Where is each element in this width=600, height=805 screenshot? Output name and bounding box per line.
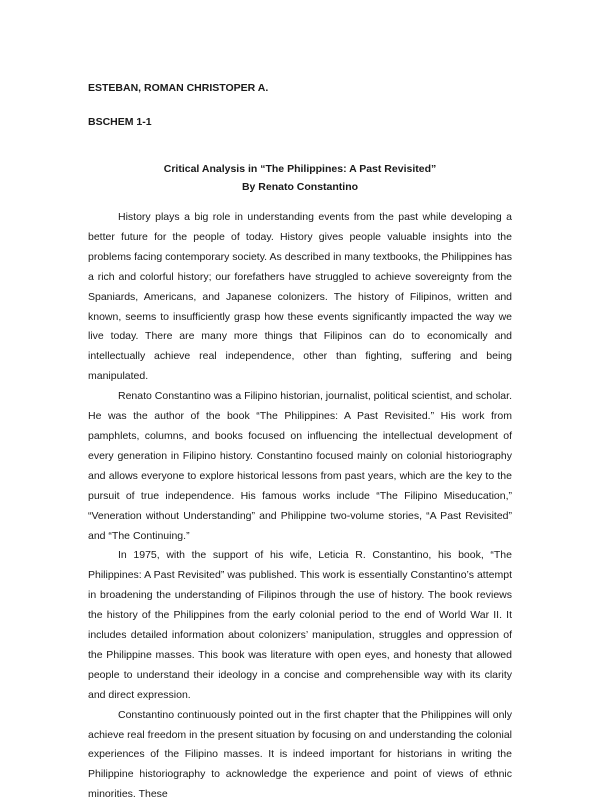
- paragraph-3: In 1975, with the support of his wife, Leticia R. Constantino, his book, “The Philippines: A Past Revisited” was published. This work is essentially Constantino’s attempt in broadening the understanding of Filipinos through the use of history. The book reviews the history of the Philippines from the early colonial period to the end of World War II. It includes detailed information about colonizers’ manipulation, struggles and oppression of the Philippine masses. This book was literature with open eyes, and honesty that allowed people to understand their ideology in a concise and comprehensible way with its clarity and direct expression.: [88, 549, 512, 701]
- title-block: [88, 160, 512, 196]
- document-byline: By Renato Constantino: [241, 181, 359, 193]
- paragraph-2: Renato Constantino was a Filipino historian, journalist, political scientist, and scholar. He was the author of the book “The Philippines: A Past Revisited.” His work from pamphlets, columns, and books focused on influencing the intellectual development of every generation in Filipino history. Constantino focused mainly on colonial historiography and allows everyone to explore historical lessons from past years, which are the key to the pursuit of true independence. His famous works include “The Filipino Miseducation,” “Veneration without Understanding” and Philippine two-volume stories, “A Past Revisited” and “The Continuing.”: [88, 390, 512, 542]
- paragraph-4: Constantino continuously pointed out in the first chapter that the Philippines will only achieve real freedom in the present situation by focusing on and understanding the colonial experiences of the Filipino masses. It is indeed important for historians in writing the Philippine historiography to acknowledge the experience and point of views of ethnic minorities. These: [88, 708, 512, 801]
- document-body: [88, 208, 512, 805]
- author-name: ESTEBAN, ROMAN CHRISTOPER A.: [88, 82, 269, 94]
- course-section: BSCHEM 1-1: [88, 116, 152, 128]
- paragraph-1: History plays a big role in understanding events from the past while developing a better future for the people of today. History gives people valuable insights into the problems facing contemporary society. As described in many textbooks, the Philippines has a rich and colorful history; our forefathers have struggled to achieve sovereignty from the Spaniards, Americans, and Japanese colonizers. The history of Filipinos, written and known, seems to insufficiently grasp how these events significantly impacted the way we live today. There are many more things that Filipinos can do to economically and intellectually achieve real independence, other than fighting, suffering and being manipulated.: [88, 211, 512, 383]
- document-title: Critical Analysis in “The Philippines: A Past Revisited”: [163, 163, 437, 175]
